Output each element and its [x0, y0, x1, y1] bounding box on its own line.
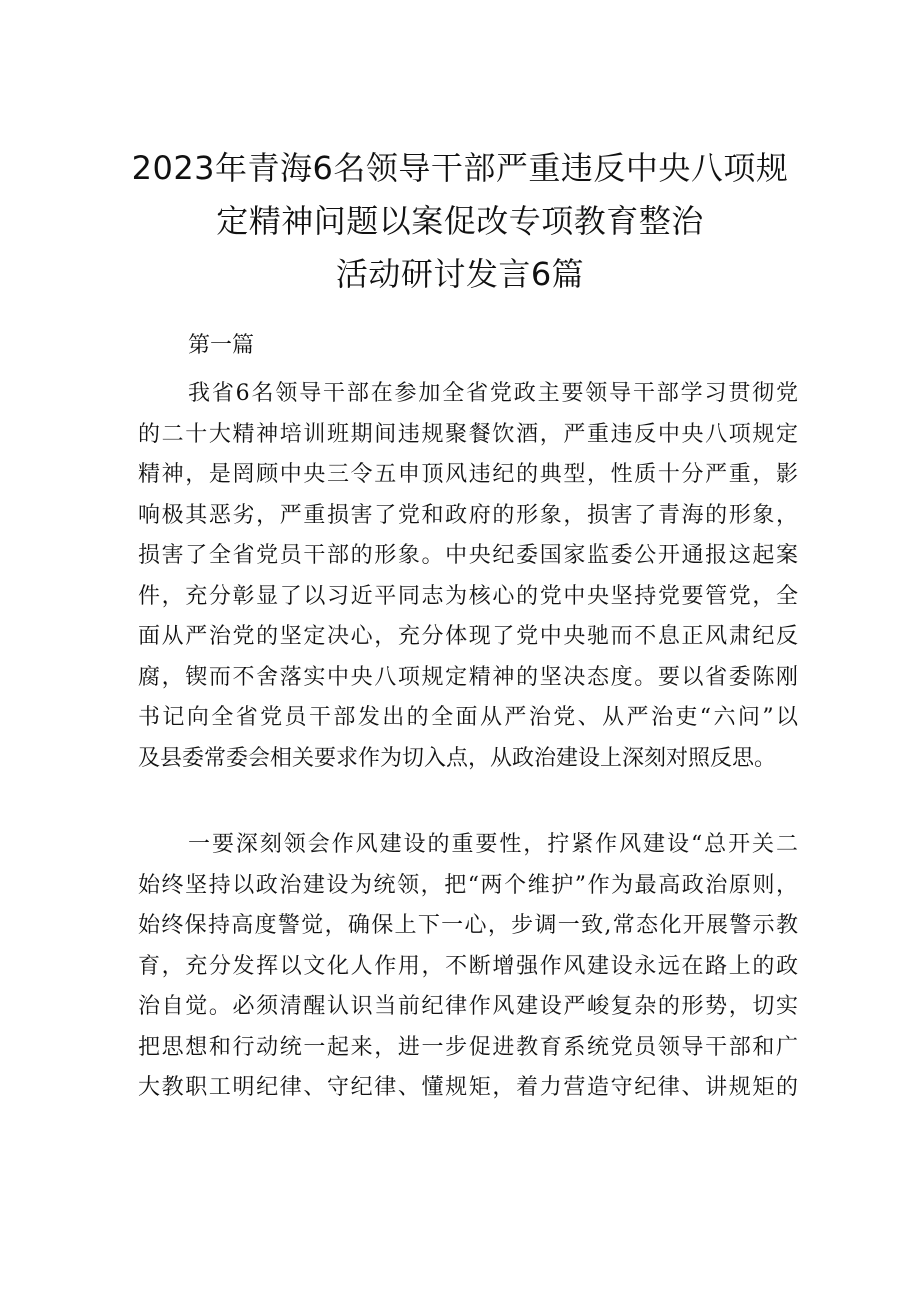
paragraph-line: 我省6名领导干部在参加全省党政主要领导干部学习贯彻党	[188, 381, 798, 406]
title-line: 活动研讨发言6篇	[335, 255, 585, 293]
paragraph-line: 把思想和行动统一起来，进一步促进教育系统党员领导干部和广	[138, 1034, 798, 1060]
paragraph	[138, 825, 798, 1109]
paragraph-line: 始终保持高度警觉，确保上下一心，步调一致,常态化开展警示教	[138, 913, 798, 938]
paragraph-line: 治自觉。必须清醒认识当前纪律作风建设严峻复杂的形势，切实	[138, 994, 798, 1019]
paragraph-line: 育，充分发挥以文化人作用，不断增强作风建设永远在路上的政	[138, 953, 798, 979]
paragraph-line: 大教职工明纪律、守纪律、懂规矩，着力营造守纪律、讲规矩的	[138, 1075, 798, 1100]
paragraph-line: 书记向全省党员干部发出的全面从严治党、从严治吏“六问”以	[138, 705, 798, 730]
paragraph	[138, 374, 798, 779]
paragraph-line: 的二十大精神培训班期间违规聚餐饮酒，严重违反中央八项规定	[138, 421, 798, 447]
title-line: 2023年青海6名领导干部严重违反中央八项规	[131, 149, 789, 187]
paragraph-line: 一要深刻领会作风建设的重要性，拧紧作风建设“总开关二	[188, 832, 798, 857]
paragraph-line: 始终坚持以政治建设为统领，把“两个维护”作为最高政治原则，	[138, 872, 798, 898]
title-line: 定精神问题以案促改专项教育整治	[216, 202, 704, 240]
section-label: 第一篇	[188, 333, 255, 358]
paragraph-line: 响极其恶劣，严重损害了党和政府的形象，损害了青海的形象，	[138, 502, 798, 528]
document-title	[60, 142, 860, 301]
paragraph-line: 件，充分彰显了以习近平同志为核心的党中央坚持党要管党，全	[138, 583, 798, 609]
paragraph-line: 腐，锲而不舍落实中央八项规定精神的坚决态度。要以省委陈刚	[138, 664, 798, 690]
paragraph-line: 损害了全省党员干部的形象。中央纪委国家监委公开通报这起案	[138, 543, 798, 568]
paragraph-line: 及县委常委会相关要求作为切入点，从政治建设上深刻对照反思。	[138, 745, 777, 771]
paragraph-line: 精神，是罔顾中央三令五申顶风违纪的典型，性质十分严重，影	[138, 462, 798, 487]
paragraph-line: 面从严治党的坚定决心，充分体现了党中央驰而不息正风肃纪反	[138, 624, 798, 649]
